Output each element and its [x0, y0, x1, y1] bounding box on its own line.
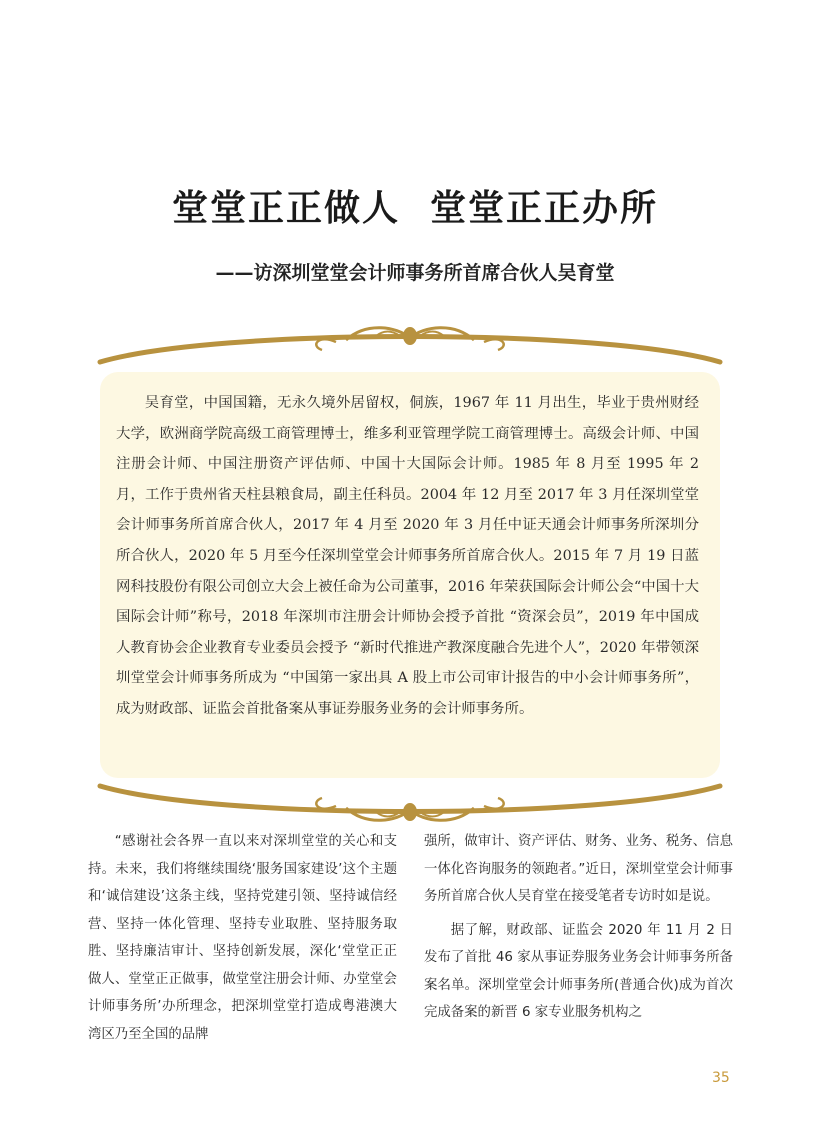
bottom-ornament: [96, 770, 724, 830]
article-title: [0, 180, 830, 231]
left-column-paragraph: “感谢社会各界一直以来对深圳堂堂的关心和支持。未来，我们将继续围绕‘服务国家建设’这个主题和‘诚信建设’这条主线，坚持党建引领、坚持诚信经营、坚持一体化管理、坚持专业取胜、坚持服务取胜、坚持廉洁审计、坚持创新发展，深化‘堂堂正正做人、堂堂正正做事，做堂堂注册会计师、办堂堂会计师事务所’办所理念，把深圳堂堂打造成粤港澳大湾区乃至全国的品牌: [88, 834, 397, 1042]
article-subtitle: ——访深圳堂堂会计师事务所首席合伙人吴育堂: [215, 262, 615, 284]
left-column: [88, 828, 397, 1048]
right-column: [424, 828, 733, 1027]
title-part-2: 堂堂正正办所: [430, 187, 659, 229]
right-column-paragraph-1: 强所，做审计、资产评估、财务、业务、税务、信息一体化咨询服务的领跑者。”近日，深圳堂堂会计师事务所首席合伙人吴育堂在接受笔者专访时如是说。: [424, 834, 733, 904]
title-part-1: 堂堂正正做人: [171, 187, 400, 229]
page-number: 35: [712, 1070, 730, 1086]
right-column-paragraph-2: 据了解，财政部、证监会 2020 年 11 月 2 日发布了首批 46 家从事证券服务业务会计师事务所备案名单。深圳堂堂会计师事务所(普通合伙)成为首次完成备案的新晋 6 家专业服务机构之: [424, 922, 733, 1020]
author-bio: 吴育堂，中国国籍，无永久境外居留权，侗族，1967 年 11 月出生，毕业于贵州财经大学，欧洲商学院高级工商管理博士，维多利亚管理学院工商管理博士。高级会计师、中国注册会计师、中国注册资产评估师、中国十大国际会计师。1985 年 8 月至 1995 年 2 月，工作于贵州省天柱县粮食局，副主任科员。2004 年 12 月至 2017 年 3 月任深圳堂堂会计师事务所首席合伙人，2017 年 4 月至 2020 年 3 月任中证天通会计师事务所深圳分所合伙人，2020 年 5 月至今任深圳堂堂会计师事务所首席合伙人。2015 年 7 月 19 日蓝网科技股份有限公司创立大会上被任命为公司董事，2016 年荣获国际会计师公会“中国十大国际会计师”称号，2018 年深圳市注册会计师协会授予首批 “资深会员”，2019 年中国成人教育协会企业教育专业委员会授予 “新时代推进产教深度融合先进个人”，2020 年带领深圳堂堂会计师事务所成为 “中国第一家出具 A 股上市公司审计报告的中小会计师事务所”，成为财政部、证监会首批备案从事证券服务业务的会计师事务所。: [116, 395, 699, 717]
top-ornament: [96, 318, 724, 378]
